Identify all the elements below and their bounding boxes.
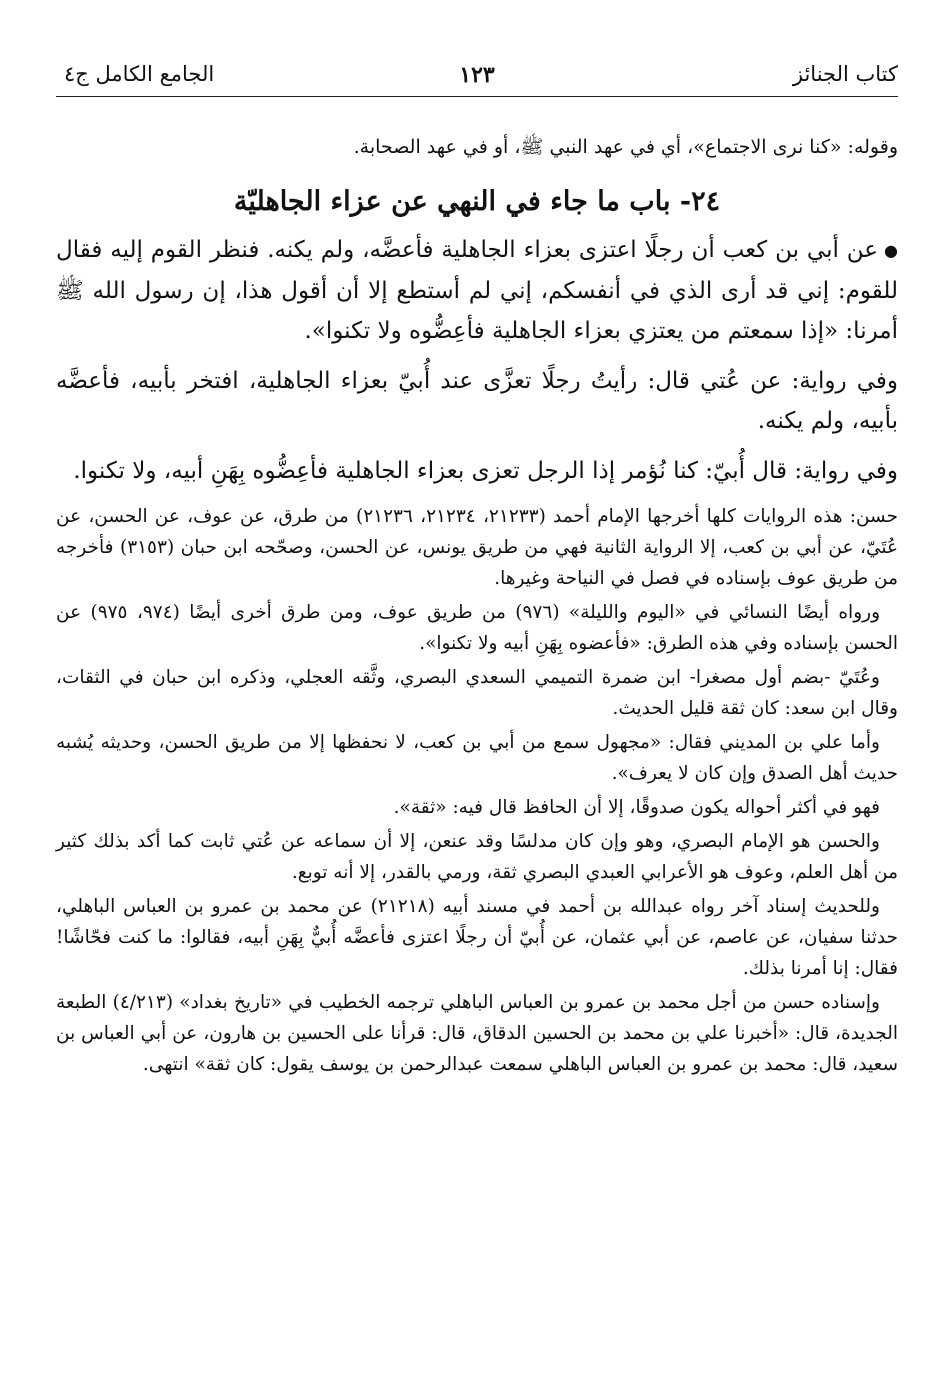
book-section-title: كتاب الجنائز: [792, 62, 898, 86]
hadith-main: [56, 230, 898, 351]
commentary-paragraph: حسن: هذه الروايات كلها أخرجها الإمام أحمد (٢١٢٣٣، ٢١٢٣٤، ٢١٢٣٦) من طرق، عن عوف، عن الحسن، عن عُتَيّ، عن أبي بن كعب، إلا الرواية الثانية فهي من طريق يونس، عن الحسن، وصحّحه ابن حبان (٣١٥٣) فأخرجه من طريق عوف بإسناده في فصل في النياحة وغيرها.: [56, 506, 898, 589]
commentary-paragraph: وإسناده حسن من أجل محمد بن عمرو بن العباس الباهلي ترجمه الخطيب في «تاريخ بغداد» (٤/٢١٣) الطبعة الجديدة، قال: «أخبرنا علي بن محمد بن الحسين الدقاق، قال: قرأنا على الحسين بن هارون، عن أبي العباس بن سعيد، قال: محمد بن عمرو بن العباس الباهلي سمعت عبدالرحمن بن يوسف يقول: كان ثقة» انتهى.: [56, 992, 898, 1075]
page-header: [56, 56, 898, 97]
bullet-icon: ●: [884, 241, 898, 260]
commentary-paragraph: وللحديث إسناد آخر رواه عبدالله بن أحمد في مسند أبيه (٢١٢١٨) عن محمد بن عمرو بن العباس الباهلي، حدثنا سفيان، عن عاصم، عن أبي عثمان، عن أُبيّ أن رجلًا اعتزى فأعضَّه أُبيٌّ بِهَنِ أبيه، فقالوا: ما كنت فحّاشًا! فقال: إنا أمرنا بذلك.: [56, 896, 898, 979]
intro-paragraph: وقوله: «كنا نرى الاجتماع»، أي في عهد النبي ﷺ، أو في عهد الصحابة.: [353, 136, 898, 158]
commentary-paragraph: وعُتَيّ -بضم أول مصغرا- ابن ضمرة التميمي السعدي البصري، وثَّقه العجلي، وذكره ابن حبان في الثقات، وقال ابن سعد: كان ثقة قليل الحديث.: [56, 667, 898, 719]
commentary-paragraph: فهو في أكثر أحواله يكون صدوقًا، إلا أن الحافظ قال فيه: «ثقة».: [393, 797, 880, 818]
commentary-paragraph: وأما علي بن المديني فقال: «مجهول سمع من أبي بن كعب، لا نحفظها إلا من طريق الحسن، وحديثه يُشبه حديث أهل الصدق وإن كان لا يعرف».: [56, 732, 898, 784]
book-page: [56, 56, 898, 1083]
hadith-riwaya-1: وفي رواية: عن عُتي قال: رأيتُ رجلًا تعزَّى عند أُبيّ بعزاء الجاهلية، افتخر بأبيه، فأعضَّه بأبيه، ولم يكنه.: [56, 368, 898, 434]
book-volume-title: الجامع الكامل ج٤: [64, 62, 215, 86]
hadith-main-text: عن أبي بن كعب أن رجلًا اعتزى بعزاء الجاهلية فأعضَّه، ولم يكنه. فنظر القوم إليه فقال للقوم: إني قد أرى الذي في أنفسكم، إني لم أستطع إلا أن أقول هذا، إن رسول الله ﷺ أمرنا: «إذا سمعتم من يعتزي بعزاء الجاهلية فأعِضُّوه ولا تكنوا».: [56, 237, 898, 344]
commentary-paragraph: ورواه أيضًا النسائي في «اليوم والليلة» (٩٧٦) من طريق عوف، ومن طرق أخرى أيضًا (٩٧٤، ٩٧٥) عن الحسن بإسناده وفي هذه الطرق: «فأعضوه بِهَنِ أبيه ولا تكنوا».: [56, 602, 898, 654]
commentary-paragraph: والحسن هو الإمام البصري، وهو وإن كان مدلسًا وقد عنعن، إلا أن سماعه عن عُتي ثابت كما أكد بذلك كثير من أهل العلم، وعوف هو الأعرابي العبدي البصري ثقة، ورمي بالقدر، إلا أنه توبع.: [56, 831, 898, 883]
hadith-riwaya-2: وفي رواية: قال أُبيّ: كنا نُؤمر إذا الرجل تعزى بعزاء الجاهلية فأعِضُّوه بِهَنِ أبيه، ولا تكنوا.: [73, 458, 898, 484]
chapter-title: ٢٤- باب ما جاء في النهي عن عزاء الجاهليّة: [233, 186, 721, 217]
page-number: ١٢٣: [459, 62, 495, 88]
